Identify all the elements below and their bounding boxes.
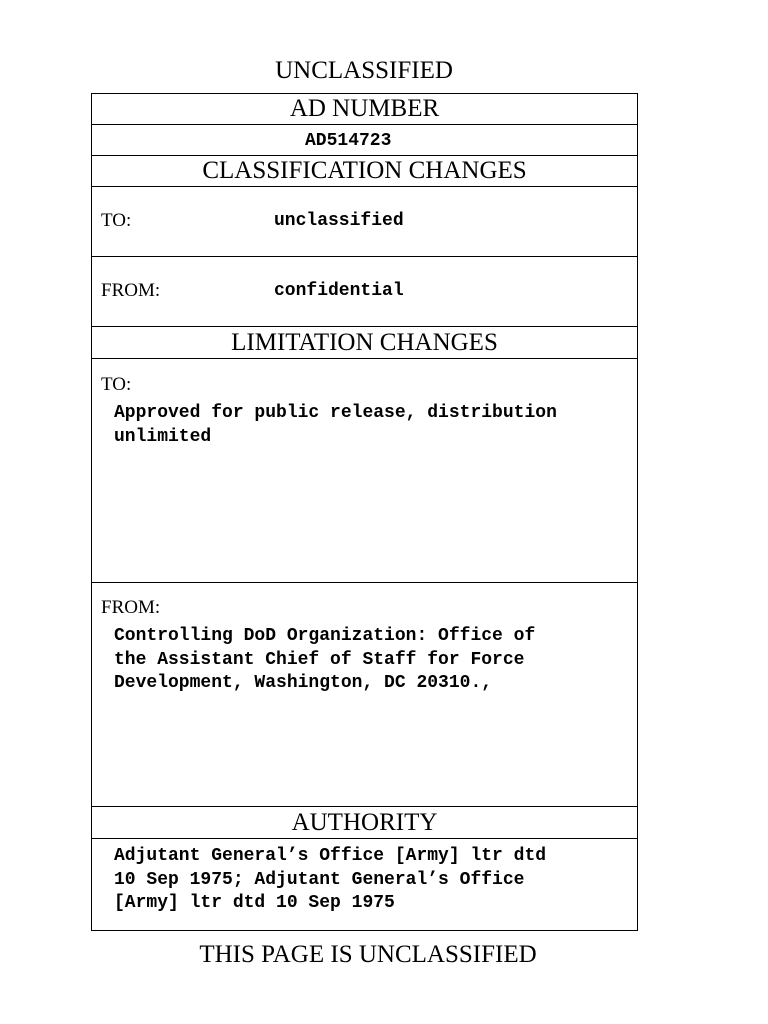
ad-number-row	[92, 125, 637, 156]
limitation-to-label: TO:	[101, 374, 132, 395]
bottom-classification-marking: THIS PAGE IS UNCLASSIFIED	[199, 941, 537, 968]
classification-from-row	[92, 257, 637, 327]
authority-value: Adjutant General’s Office [Army] ltr dtd 10 Sep 1975; Adjutant General’s Office [Army] ltr dtd 10 Sep 1975	[114, 846, 547, 913]
classification-changes-heading: CLASSIFICATION CHANGES	[92, 156, 637, 187]
classification-to-value: unclassified	[274, 211, 404, 231]
classification-from-label: FROM:	[101, 280, 161, 301]
ad-number-heading: AD NUMBER	[92, 94, 637, 125]
limitation-from-row	[92, 583, 637, 807]
limitation-from-value: Controlling DoD Organization: Office of the Assistant Chief of Staff for Force Development, Washington, DC 20310.,	[114, 626, 536, 693]
authority-row	[92, 839, 637, 930]
limitation-from-label: FROM:	[101, 597, 161, 618]
top-classification-marking: UNCLASSIFIED	[275, 57, 453, 84]
ad-number-value: AD514723	[305, 131, 392, 151]
classification-from-value: confidential	[274, 281, 404, 301]
ad-form-table	[91, 93, 638, 931]
limitation-to-value: Approved for public release, distribution unlimited	[114, 403, 557, 447]
authority-heading: AUTHORITY	[92, 807, 637, 839]
classification-to-label: TO:	[101, 210, 132, 231]
limitation-changes-heading: LIMITATION CHANGES	[92, 327, 637, 359]
limitation-to-row	[92, 359, 637, 583]
classification-to-row	[92, 187, 637, 257]
